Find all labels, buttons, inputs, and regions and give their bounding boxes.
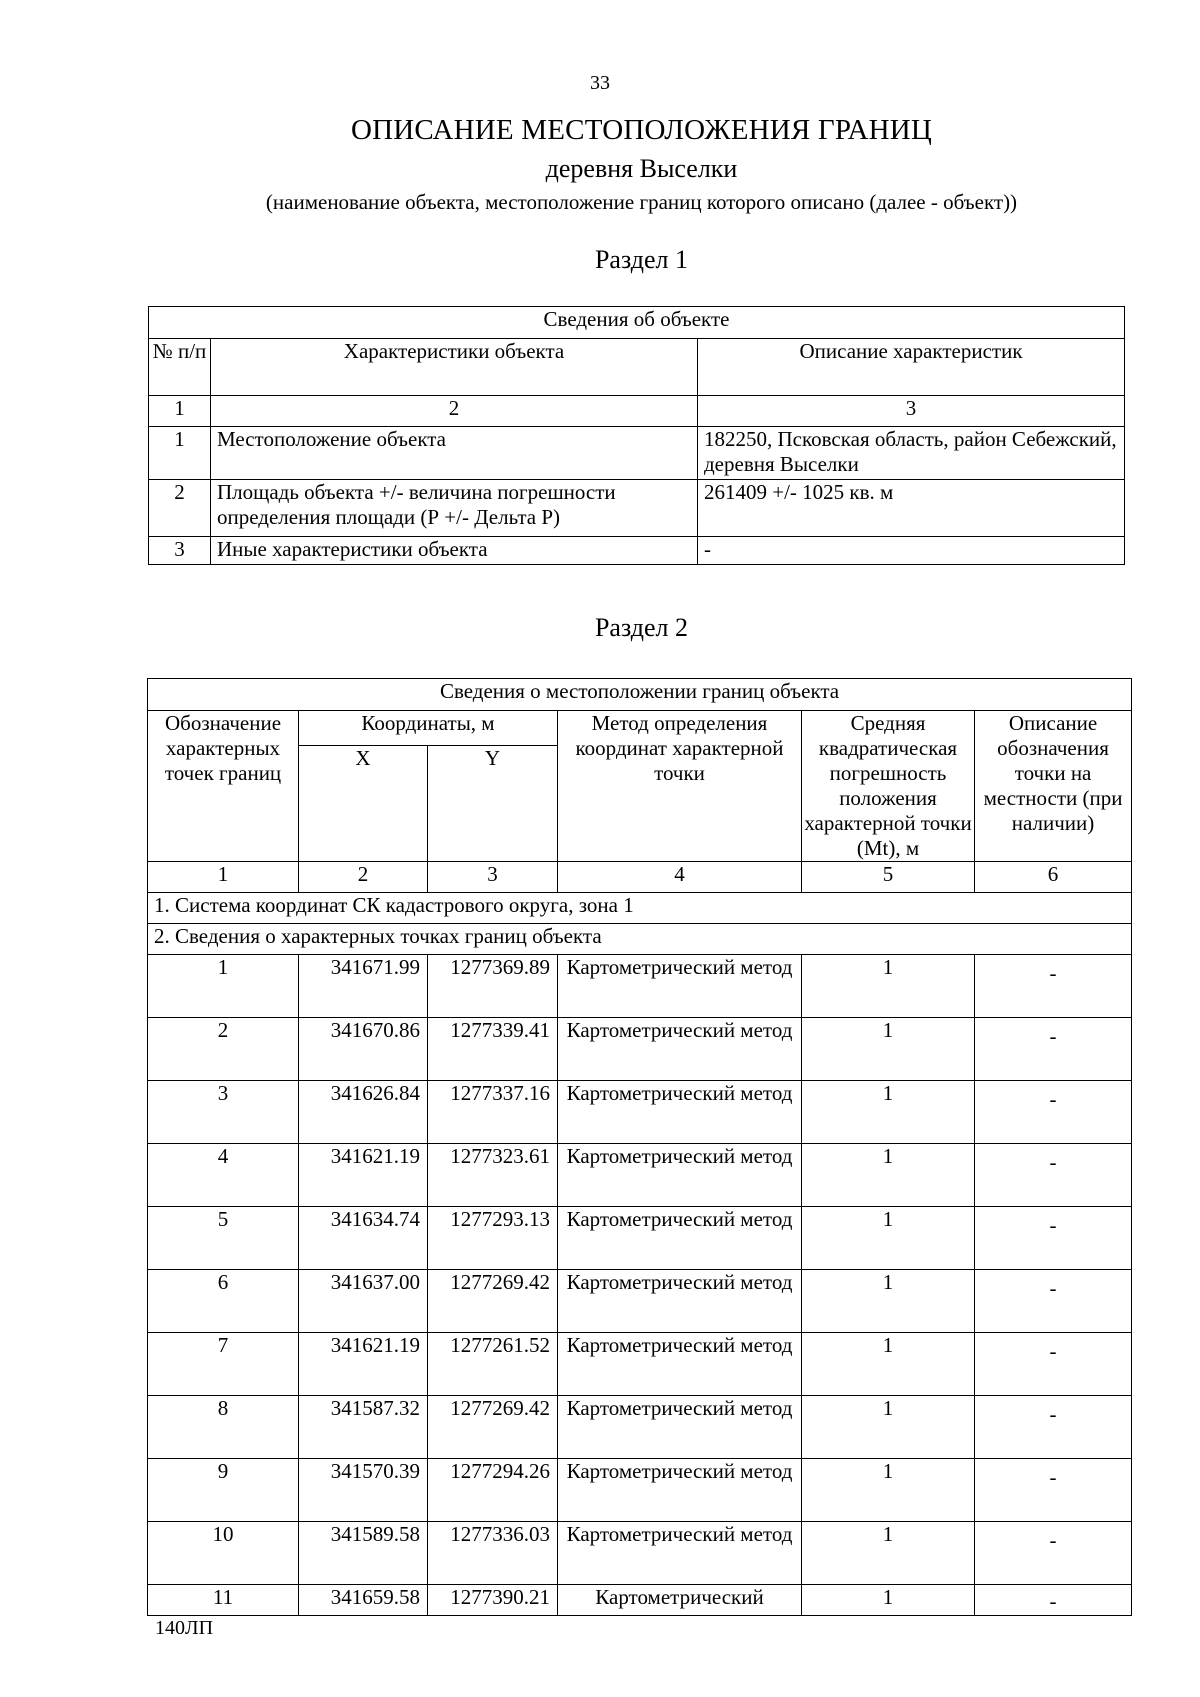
point-number: 9	[148, 1459, 299, 1522]
header-num: № п/п	[149, 339, 211, 396]
row-num: 1	[149, 427, 211, 480]
point-description: -	[975, 1207, 1132, 1270]
point-mt: 1	[802, 1018, 975, 1081]
table-row	[148, 1270, 1132, 1333]
point-method: Картометрический метод	[558, 1459, 802, 1522]
point-y: 1277269.42	[428, 1270, 558, 1333]
points-heading-row	[148, 924, 1132, 955]
point-y: 1277261.52	[428, 1333, 558, 1396]
header-coordinates: Координаты, м	[299, 711, 558, 746]
row-characteristic: Иные характеристики объекта	[211, 537, 698, 565]
row-description: -	[698, 537, 1125, 565]
table-row	[148, 1333, 1132, 1396]
table-row	[148, 955, 1132, 1018]
point-x: 341621.19	[299, 1144, 428, 1207]
point-mt: 1	[802, 1522, 975, 1585]
point-method: Картометрический метод	[558, 1333, 802, 1396]
column-number: 5	[802, 862, 975, 893]
point-mt: 1	[802, 1585, 975, 1616]
table-row	[148, 1207, 1132, 1270]
table-row	[148, 1585, 1132, 1616]
header-row	[148, 711, 1132, 746]
points-heading: 2. Сведения о характерных точках границ объекта	[148, 924, 1132, 955]
point-mt: 1	[802, 1144, 975, 1207]
header-point: Обозначение характерных точек границ	[148, 711, 299, 862]
point-method: Картометрический метод	[558, 1081, 802, 1144]
point-mt: 1	[802, 1270, 975, 1333]
point-mt: 1	[802, 1459, 975, 1522]
row-num: 3	[149, 537, 211, 565]
section2-title: Раздел 2	[594, 613, 689, 642]
row-num: 2	[149, 480, 211, 537]
row-description: 261409 +/- 1025 кв. м	[698, 480, 1125, 537]
point-description: -	[975, 1018, 1132, 1081]
point-y: 1277369.89	[428, 955, 558, 1018]
table-row	[149, 537, 1125, 565]
point-number: 6	[148, 1270, 299, 1333]
boundary-points-table	[147, 678, 1132, 1616]
point-x: 341587.32	[299, 1396, 428, 1459]
header-x: X	[299, 745, 428, 861]
point-y: 1277339.41	[428, 1018, 558, 1081]
point-description: -	[975, 1459, 1132, 1522]
point-mt: 1	[802, 1333, 975, 1396]
coordinate-system: 1. Система координат СК кадастрового округа, зона 1	[148, 893, 1132, 924]
table-row	[148, 1396, 1132, 1459]
point-mt: 1	[802, 1207, 975, 1270]
column-number: 2	[299, 862, 428, 893]
header-y: Y	[428, 745, 558, 861]
point-number: 8	[148, 1396, 299, 1459]
point-description: -	[975, 1585, 1132, 1616]
object-name: деревня Выселки	[545, 154, 738, 183]
header-mt: Средняя квадратическая погрешность положения характерной точки (Mt), м	[802, 711, 975, 862]
point-method: Картометрический метод	[558, 1207, 802, 1270]
table-title: Сведения об объекте	[149, 307, 1125, 339]
point-method: Картометрический метод	[558, 1018, 802, 1081]
point-description: -	[975, 1333, 1132, 1396]
point-x: 341621.19	[299, 1333, 428, 1396]
coordinate-system-row	[148, 893, 1132, 924]
column-number: 1	[149, 396, 211, 427]
column-number: 2	[211, 396, 698, 427]
table-row	[148, 1459, 1132, 1522]
page-number: 33	[590, 72, 610, 94]
point-y: 1277293.13	[428, 1207, 558, 1270]
table-row	[148, 1018, 1132, 1081]
point-description: -	[975, 955, 1132, 1018]
point-number: 7	[148, 1333, 299, 1396]
row-characteristic: Площадь объекта +/- величина погрешности определения площади (Р +/- Дельта Р)	[211, 480, 698, 537]
table-row	[148, 1144, 1132, 1207]
point-number: 5	[148, 1207, 299, 1270]
table-row	[149, 480, 1125, 537]
point-mt: 1	[802, 1396, 975, 1459]
point-x: 341589.58	[299, 1522, 428, 1585]
column-number: 3	[428, 862, 558, 893]
column-number-row	[149, 396, 1125, 427]
point-number: 4	[148, 1144, 299, 1207]
point-mt: 1	[802, 955, 975, 1018]
row-characteristic: Местоположение объекта	[211, 427, 698, 480]
point-number: 1	[148, 955, 299, 1018]
document-title: ОПИСАНИЕ МЕСТОПОЛОЖЕНИЯ ГРАНИЦ	[350, 114, 933, 146]
footer-code: 140ЛП	[155, 1617, 214, 1639]
point-number: 11	[148, 1585, 299, 1616]
point-description: -	[975, 1396, 1132, 1459]
point-y: 1277336.03	[428, 1522, 558, 1585]
point-x: 341637.00	[299, 1270, 428, 1333]
header-method: Метод определения координат характерной точки	[558, 711, 802, 862]
point-method: Картометрический метод	[558, 955, 802, 1018]
header-characteristic: Характеристики объекта	[211, 339, 698, 396]
point-number: 3	[148, 1081, 299, 1144]
table-title-row	[149, 307, 1125, 339]
point-y: 1277337.16	[428, 1081, 558, 1144]
point-description: -	[975, 1522, 1132, 1585]
point-x: 341670.86	[299, 1018, 428, 1081]
point-method: Картометрический метод	[558, 1270, 802, 1333]
object-info-table	[148, 306, 1125, 565]
header-row	[149, 339, 1125, 396]
table-row	[149, 427, 1125, 480]
point-number: 10	[148, 1522, 299, 1585]
table-row	[148, 1522, 1132, 1585]
column-number: 3	[698, 396, 1125, 427]
points-body	[148, 955, 1132, 1585]
point-method: Картометрический	[558, 1585, 802, 1616]
point-x: 341570.39	[299, 1459, 428, 1522]
point-x: 341659.58	[299, 1585, 428, 1616]
header-description: Описание обозначения точки на местности (при наличии)	[975, 711, 1132, 862]
point-number: 2	[148, 1018, 299, 1081]
column-number: 6	[975, 862, 1132, 893]
column-number: 4	[558, 862, 802, 893]
object-caption: (наименование объекта, местоположение границ которого описано (далее - объект))	[265, 190, 1018, 214]
row-description: 182250, Псковская область, район Себежский, деревня Выселки	[698, 427, 1125, 480]
table-row	[148, 1081, 1132, 1144]
section1-title: Раздел 1	[594, 245, 689, 274]
point-y: 1277269.42	[428, 1396, 558, 1459]
point-description: -	[975, 1144, 1132, 1207]
point-method: Картометрический метод	[558, 1522, 802, 1585]
point-x: 341671.99	[299, 955, 428, 1018]
point-description: -	[975, 1081, 1132, 1144]
point-description: -	[975, 1270, 1132, 1333]
point-method: Картометрический метод	[558, 1144, 802, 1207]
point-method: Картометрический метод	[558, 1396, 802, 1459]
column-number: 1	[148, 862, 299, 893]
point-y: 1277323.61	[428, 1144, 558, 1207]
point-x: 341626.84	[299, 1081, 428, 1144]
point-x: 341634.74	[299, 1207, 428, 1270]
point-mt: 1	[802, 1081, 975, 1144]
table-title: Сведения о местоположении границ объекта	[148, 679, 1132, 711]
column-number-row	[148, 862, 1132, 893]
point-y: 1277390.21	[428, 1585, 558, 1616]
table-title-row	[148, 679, 1132, 711]
header-description: Описание характеристик	[698, 339, 1125, 396]
point-y: 1277294.26	[428, 1459, 558, 1522]
